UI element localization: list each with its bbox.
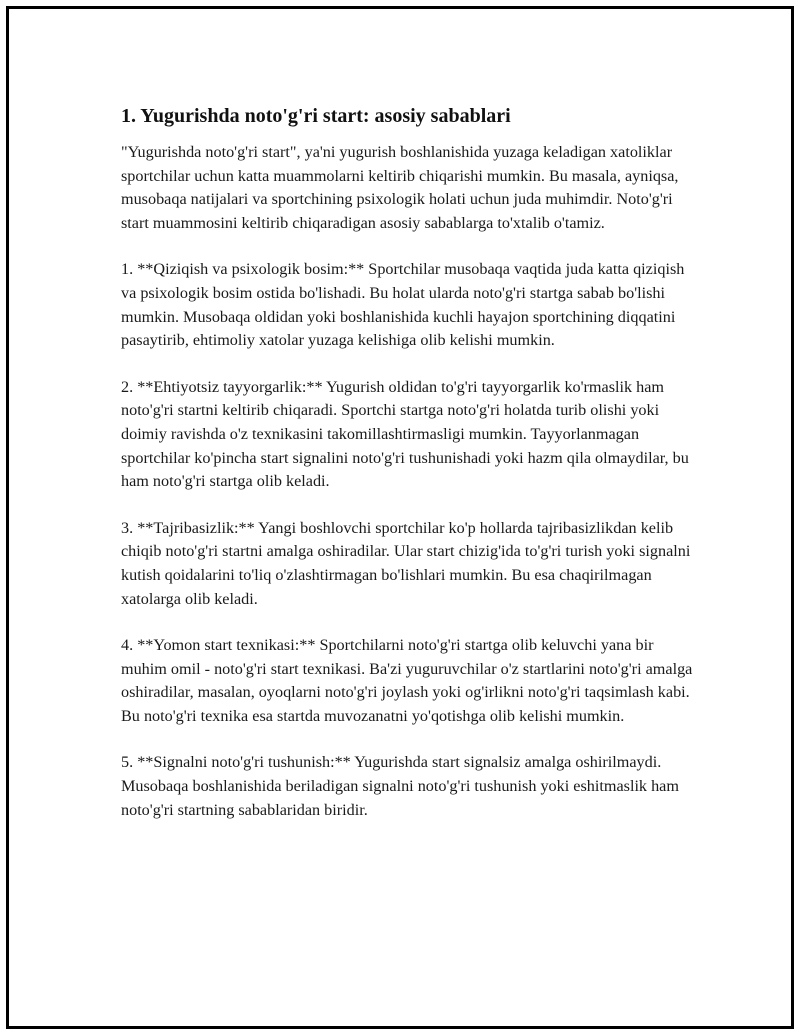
page-frame bbox=[6, 6, 794, 1029]
document-body bbox=[121, 103, 701, 845]
reason-paragraph-5: 5. **Signalni noto'g'ri tushunish:** Yugurishda start signalsiz amalga oshirilmaydi. Musobaqa boshlanishida beriladigan signalni noto'g'ri tushunish yoki eshitmaslik ham noto'g'ri startning sabablaridan biridir. bbox=[121, 753, 679, 819]
reason-paragraph-3: 3. **Tajribasizlik:** Yangi boshlovchi sportchilar ko'p hollarda tajribasizlikdan kelib chiqib noto'g'ri startni amalga oshiradilar. Ular start chizig'ida to'g'ri turish yoki signalni kutish qoidalarini to'liq o'zlashtirmagan bo'lishlari mumkin. Bu esa chaqirilmagan xatolarga olib keladi. bbox=[121, 518, 691, 608]
intro-paragraph: "Yugurishda noto'g'ri start", ya'ni yugurish boshlanishida yuzaga keladigan xatoliklar sportchilar uchun katta muammolarni keltirib chiqarishi mumkin. Bu masala, ayniqsa, musobaqa natijalari va sportchining psixologik holati uchun juda muhimdir. Noto'g'ri start muammosini keltirib chiqaradigan asosiy sabablarga to'xtalib o'tamiz. bbox=[121, 143, 679, 232]
reason-paragraph-2: 2. **Ehtiyotsiz tayyorgarlik:** Yugurish oldidan to'g'ri tayyorgarlik ko'rmaslik ham noto'g'ri startni keltirib chiqaradi. Sportchi startga noto'g'ri holatda turib olishi yoki doimiy ravishda o'z texnikasini takomillashtirmasligi mumkin. Tayyorlanmagan sportchilar ko'pincha start signalini noto'g'ri tushunishadi yoki hazm qila olmaydilar, bu ham noto'g'ri startga olib keladi. bbox=[121, 377, 689, 491]
reason-paragraph-4: 4. **Yomon start texnikasi:** Sportchilarni noto'g'ri startga olib keluvchi yana bir muhim omil - noto'g'ri start texnikasi. Ba'zi yuguruvchilar o'z startlarini noto'g'ri amalga oshiradilar, masalan, oyoqlarni noto'g'ri joylash yoki og'irlikni noto'g'ri taqsimlash kabi. Bu noto'g'ri texnika esa startda muvozanatni yo'qotishga olib kelishi mumkin. bbox=[121, 636, 693, 725]
document-title: 1. Yugurishda noto'g'ri start: asosiy sabablari bbox=[121, 105, 511, 127]
reason-paragraph-1: 1. **Qiziqish va psixologik bosim:** Sportchilar musobaqa vaqtida juda katta qiziqish va psixologik bosim ostida bo'lishadi. Bu holat ularda noto'g'ri startga sabab bo'lishi mumkin. Musobaqa oldidan yoki boshlanishida kuchli hayajon sportchining diqqatini pasaytirib, ehtimoliy xatolar yuzaga kelishiga olib kelishi mumkin. bbox=[121, 260, 685, 350]
